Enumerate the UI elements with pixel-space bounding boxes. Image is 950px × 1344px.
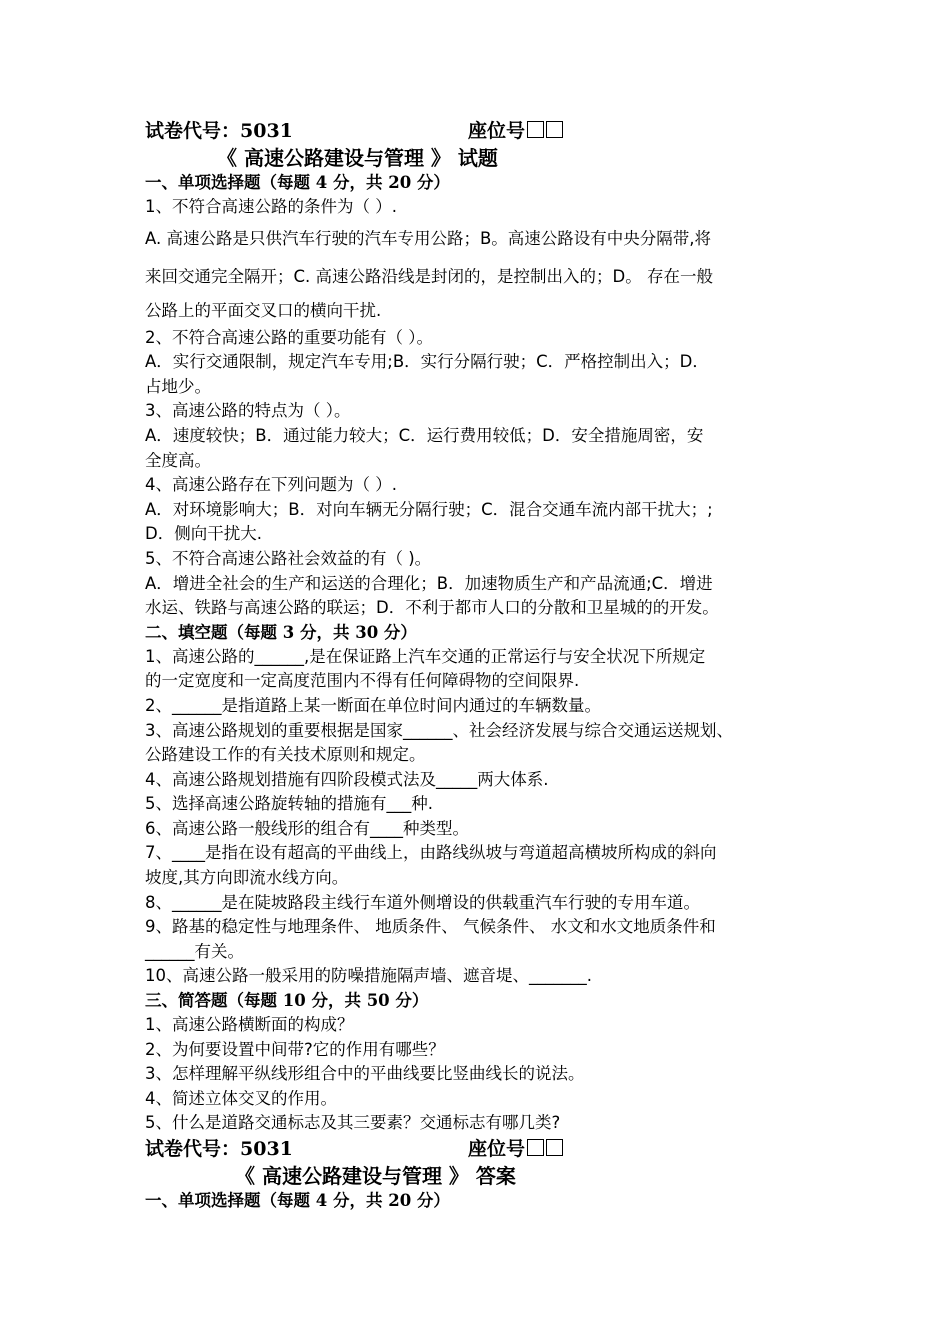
exam-code: 试卷代号：5031	[145, 1138, 293, 1160]
short-answer-question: 1、高速公路横断面的构成？	[145, 1015, 354, 1035]
fill-question: 坡度,其方向即流水线方向。	[145, 868, 349, 888]
question-option: A．对环境影响大；B．对向车辆无分隔行驶；C．混合交通车流内部干扰大；;	[145, 499, 713, 519]
question-option: A．实行交通限制，规定汽车专用;B．实行分隔行驶；C．严格控制出入；D．	[145, 352, 709, 372]
section-heading-short-answer: 三、简答题（每题 10 分，共 50 分）	[145, 991, 429, 1011]
question-option: A．增进全社会的生产和运送的合理化；B．加速物质生产和产品流通;C．增进	[145, 573, 713, 593]
fill-question: 的一定宽度和一定高度范围内不得有任何障碍物的空间限界.	[145, 671, 580, 691]
seat-label: 座位号	[468, 1138, 526, 1160]
fill-question: 6、高速公路一般线形的组合有____种类型。	[145, 818, 469, 838]
question-option: 水运、铁路与高速公路的联运；D．不利于都市人口的分散和卫星城的的开发。	[145, 598, 719, 618]
short-answer-question: 5、什么是道路交通标志及其三要素？交通标志有哪几类?	[145, 1113, 561, 1133]
section-heading-fill: 二、填空题（每题 3 分，共 30 分）	[145, 622, 417, 642]
fill-question: ______有关。	[145, 941, 244, 961]
seat-number	[468, 1136, 563, 1163]
question-option: A. 高速公路是只供汽车行驶的汽车专用公路；B。高速公路设有中央分隔带,将	[145, 228, 712, 248]
seat-box-icon	[546, 1139, 563, 1156]
question-text: 3、高速公路的特点为（ ）。	[145, 401, 351, 421]
fill-question: 7、____是指在设有超高的平曲线上，由路线纵坡与弯道超高横坡所构成的斜向	[145, 843, 717, 863]
exam-title: 《 高速公路建设与管理 》 试题	[217, 146, 498, 170]
question-option: 公路上的平面交叉口的横向干扰.	[145, 300, 382, 320]
question-text: 2、不符合高速公路的重要功能有（ ）。	[145, 327, 433, 347]
fill-question: 8、______是在陡坡路段主线行车道外侧增设的供载重汽车行驶的专用车道。	[145, 892, 700, 912]
seat-box-icon	[527, 121, 544, 138]
question-option: A．速度较快；B．通过能力较大；C．运行费用较低；D．安全措施周密，安	[145, 425, 704, 445]
fill-question: 公路建设工作的有关技术原则和规定。	[145, 745, 426, 765]
question-text: 5、不符合高速公路社会效益的有（ )。	[145, 548, 432, 568]
fill-question: 5、选择高速公路旋转轴的措施有___种.	[145, 794, 433, 814]
answer-title: 《 高速公路建设与管理 》 答案	[235, 1164, 516, 1188]
fill-question: 3、高速公路规划的重要根据是国家______、社会经济发展与综合交通运送规划、	[145, 720, 733, 740]
seat-label: 座位号	[468, 120, 526, 142]
fill-question: 2、______是指道路上某一断面在单位时间内通过的车辆数量。	[145, 695, 601, 715]
exam-code: 试卷代号：5031	[145, 120, 293, 142]
question-text: 1、不符合高速公路的条件为（ ）.	[145, 197, 397, 216]
seat-box-icon	[527, 1139, 544, 1156]
seat-number	[468, 118, 563, 145]
fill-question: 1、高速公路的______,是在保证路上汽车交通的正常运行与安全状况下所规定	[145, 646, 706, 666]
short-answer-question: 2、为何要设置中间带?它的作用有哪些？	[145, 1039, 445, 1059]
question-option: 来回交通完全隔开；C. 高速公路沿线是封闭的，是控制出入的；D。 存在一般	[145, 266, 713, 286]
fill-question: 9、路基的稳定性与地理条件、 地质条件、 气候条件、 水文和水文地质条件和	[145, 917, 716, 937]
exam-page	[145, 118, 825, 1213]
short-answer-question: 3、怎样理解平纵线形组合中的平曲线要比竖曲线长的说法。	[145, 1064, 585, 1084]
exam-header	[145, 118, 825, 145]
answer-header	[145, 1136, 825, 1163]
fill-question: 10、高速公路一般采用的防噪措施隔声墙、遮音堤、_______.	[145, 966, 592, 986]
question-option: 占地少。	[145, 376, 211, 396]
question-option: D．侧向干扰大.	[145, 524, 262, 544]
answer-section-heading: 一、单项选择题（每题 4 分，共 20 分）	[145, 1191, 450, 1210]
short-answer-question: 4、简述立体交叉的作用。	[145, 1088, 337, 1108]
section-heading-choice: 一、单项选择题（每题 4 分，共 20 分）	[145, 173, 450, 192]
seat-box-icon	[546, 121, 563, 138]
fill-question: 4、高速公路规划措施有四阶段模式法及_____两大体系.	[145, 769, 549, 789]
question-option: 全度高。	[145, 450, 211, 470]
question-text: 4、高速公路存在下列问题为（ ）.	[145, 475, 397, 495]
